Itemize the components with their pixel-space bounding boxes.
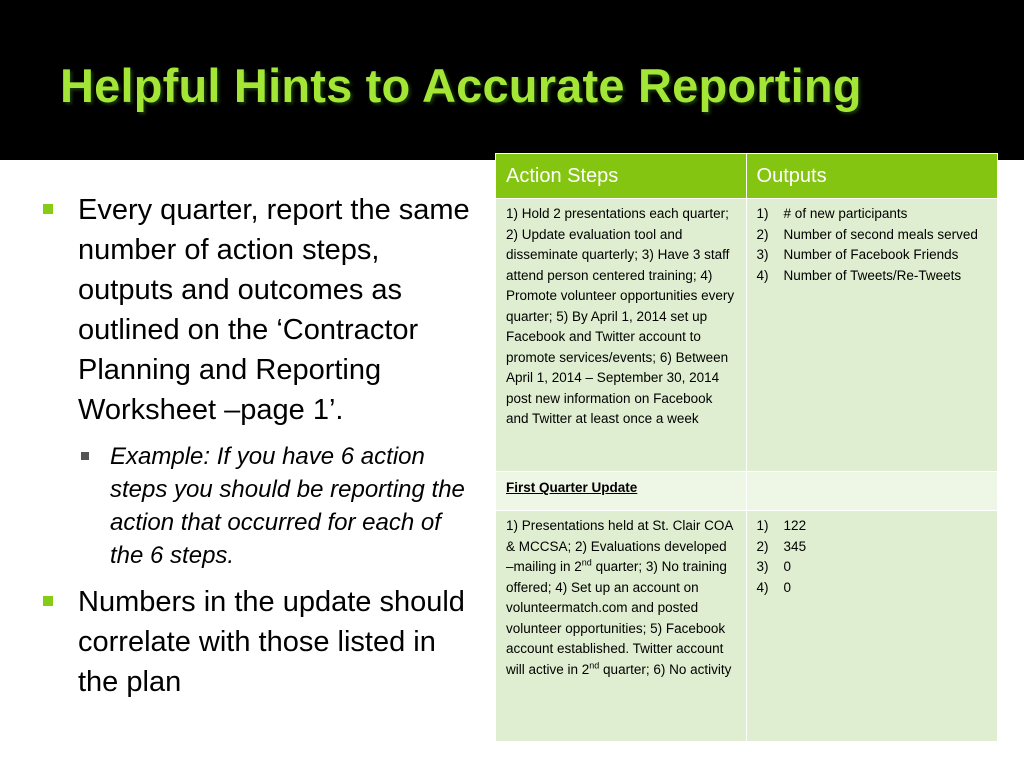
list-item: 1) # of new participants [756, 206, 908, 221]
list-item: 2) 345 [756, 538, 807, 554]
bullet-item [40, 190, 480, 430]
slide-title: Helpful Hints to Accurate Reporting [60, 59, 862, 112]
list-item: 4) 0 [756, 579, 792, 595]
header-outputs: Outputs [746, 154, 997, 199]
reporting-table [495, 153, 998, 742]
bullet-square-icon [43, 204, 53, 214]
bullet-text: Numbers in the update should correlate with those listed in the plan [78, 586, 465, 698]
sub-bullet-item [40, 440, 480, 572]
outputs-cell [746, 199, 997, 472]
bullet-item [40, 582, 480, 702]
table-row [496, 472, 998, 511]
first-quarter-update-label: First Quarter Update [496, 472, 747, 511]
sub-bullet-square-icon [81, 452, 89, 460]
quarter-update-outputs-cell [746, 511, 997, 742]
bullet-text: Every quarter, report the same number of action steps, outputs and outcomes as outlined on the ‘Contractor Planning and Reporting Worksheet –page 1’. [78, 194, 470, 426]
quarter-update-actions-cell: 1) Presentations held at St. Clair COA & MCCSA; 2) Evaluations developed –mailing in 2nd quarter; 3) No training offered; 4) Set up an account on volunteermatch.com and posted volunteer opportunities; 5) Facebook account established. Twitter account will active in 2nd quarter; 6) No activity [496, 511, 747, 742]
sub-bullet-text: Example: If you have 6 action steps you should be reporting the action that occurred for each of the 6 steps. [110, 443, 465, 569]
empty-cell [746, 472, 997, 511]
list-item: 3) 0 [756, 559, 792, 574]
header-action-steps: Action Steps [496, 154, 747, 199]
list-item: 1) 122 [756, 518, 807, 533]
table-row [496, 199, 998, 472]
title-bar [0, 0, 1024, 160]
list-item: 3) Number of Facebook Friends [756, 247, 959, 262]
list-item: 4) Number of Tweets/Re-Tweets [756, 267, 962, 283]
action-steps-cell: 1) Hold 2 presentations each quarter; 2) Update evaluation tool and disseminate quarterly; 3) Have 3 staff attend person centered training; 4) Promote volunteer opportunities every quarter; 5) By April 1, 2014 set up Facebook and Twitter account to promote services/events; 6) Between April 1, 2014 – September 30, 2014 post new information on Facebook and Twitter at least once a week [496, 199, 747, 472]
outputs-list [757, 204, 987, 286]
bullet-square-icon [43, 596, 53, 606]
bullet-list [40, 190, 480, 702]
table-row [496, 511, 998, 742]
list-item: 2) Number of second meals served [756, 226, 978, 242]
table-header-row [496, 154, 998, 199]
outputs-list [757, 516, 987, 598]
